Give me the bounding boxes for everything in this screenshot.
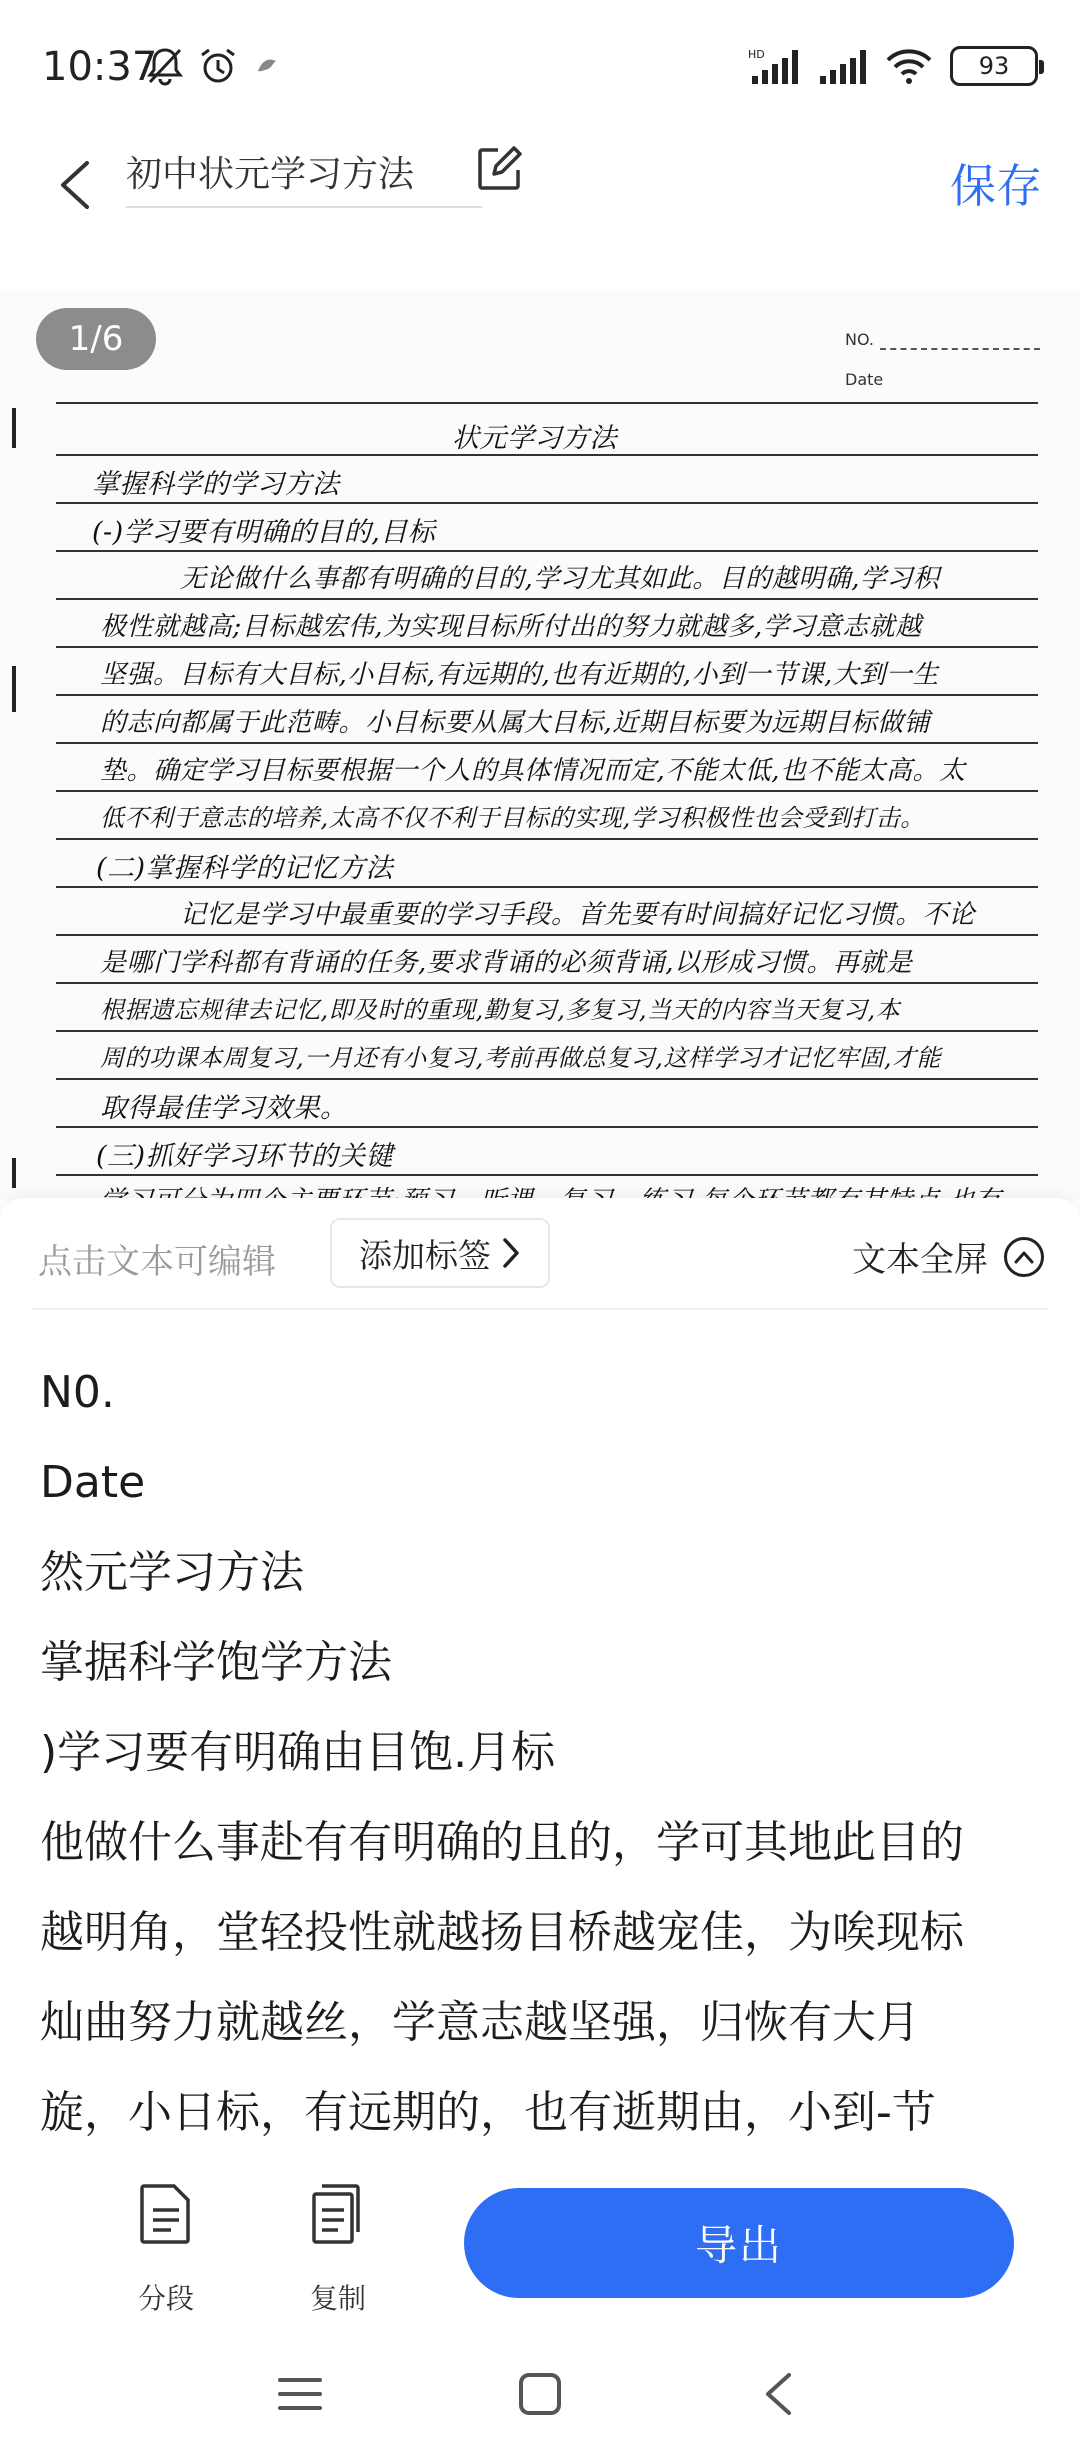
handwriting-line: 取得最佳学习效果。: [100, 1093, 348, 1124]
back-button[interactable]: [40, 150, 110, 220]
handwriting-line: 低不利于意志的培养,太高不仅不利于目标的实现,学习积极性也会受到打击。: [100, 804, 925, 832]
alarm-icon: [198, 46, 238, 86]
ruled-line: [56, 790, 1038, 792]
text-line[interactable]: Date: [40, 1457, 146, 1508]
ruled-line: [56, 646, 1038, 648]
text-line[interactable]: 旋，小日标，有远期的，也有逝期由，小到-节: [40, 2087, 936, 2138]
back-arrow-icon: [763, 2372, 793, 2416]
handwriting-line: 垫。确定学习目标要根据一个人的具体情况而定,不能太低,也不能太高。太: [100, 756, 966, 786]
note-no-label: NO.: [845, 330, 874, 349]
status-time: 10:37: [42, 44, 158, 90]
chevron-up-circle-icon: [1004, 1237, 1044, 1277]
bell-muted-icon: [146, 46, 184, 86]
divider: [32, 1308, 1048, 1310]
ruled-line: [56, 1126, 1038, 1128]
note-no-line: [880, 348, 1040, 350]
document-image-preview[interactable]: [0, 290, 1080, 1200]
battery-indicator: [950, 46, 1038, 86]
recognized-text-panel: [0, 1198, 1080, 2158]
ruled-line: [56, 402, 1038, 404]
ruled-line: [56, 886, 1038, 888]
add-tag-button[interactable]: [330, 1218, 550, 1288]
text-line[interactable]: 他做什么事赴有有明确的且的，学可其地此目的: [40, 1817, 964, 1868]
ruled-line: [56, 838, 1038, 840]
nav-back-button[interactable]: [748, 2364, 808, 2424]
add-tag-label: 添加标签: [359, 1235, 491, 1275]
handwriting-line: (三)抓好学习环节的关键: [96, 1141, 394, 1172]
home-square-icon: [518, 2372, 562, 2416]
edit-icon: [476, 146, 522, 192]
nav-home-button[interactable]: [510, 2364, 570, 2424]
system-navigation-bar: [0, 2328, 1080, 2460]
copy-button[interactable]: [278, 2182, 398, 2317]
handwriting-line: 掌握科学的学习方法: [92, 469, 340, 500]
ruled-line: [56, 694, 1038, 696]
status-bar: [0, 0, 1080, 130]
ruled-line: [56, 934, 1038, 936]
handwriting-line: 根据遗忘规律去记忆,即及时的重现,勤复习,多复习,当天的内容当天复习,本: [100, 996, 901, 1024]
text-fullscreen-label: 文本全屏: [852, 1240, 988, 1280]
battery-level: 93: [978, 52, 1010, 80]
wifi-icon: [884, 46, 934, 86]
nav-menu-button[interactable]: [270, 2364, 330, 2424]
handwriting-line: (-)学习要有明确的目的,目标: [92, 517, 436, 548]
app-notification-icon: [252, 51, 282, 81]
edit-title-button[interactable]: [476, 146, 532, 202]
copy-icon: [308, 2182, 368, 2246]
document-icon: [136, 2182, 196, 2246]
handwriting-line: 状元学习方法: [452, 423, 617, 454]
text-line[interactable]: N0.: [40, 1367, 115, 1418]
margin-mark: [12, 1158, 16, 1188]
handwriting-line: 坚强。目标有大目标,小目标,有远期的,也有近期的,小到一节课,大到一生: [100, 660, 939, 690]
handwriting-line: 周的功课本周复习,一月还有小复习,考前再做总复习,这样学习才记忆牢固,才能: [100, 1044, 942, 1072]
text-line[interactable]: 然元学习方法: [40, 1547, 304, 1598]
signal-icon: [818, 46, 868, 86]
signal-hd-icon: [748, 46, 802, 86]
ruled-line: [56, 1078, 1038, 1080]
text-line[interactable]: 灿曲努力就越丝，学意志越坚强，归恢有大月: [40, 1997, 920, 2048]
recognized-text-editor[interactable]: [40, 1348, 1050, 2158]
handwriting-line: 的志向都属于此范畴。小目标要从属大目标,近期目标要为远期目标做铺: [100, 708, 931, 738]
ruled-line: [56, 742, 1038, 744]
document-title[interactable]: 初中状元学习方法: [126, 146, 482, 208]
status-right-icons: [748, 46, 1038, 86]
save-button[interactable]: 保存: [950, 159, 1042, 213]
handwriting-line: 是哪门学科都有背诵的任务,要求背诵的必须背诵,以形成习惯。再就是: [100, 948, 913, 978]
margin-mark: [12, 408, 16, 448]
ruled-line: [56, 598, 1038, 600]
bottom-action-bar: [0, 2158, 1080, 2328]
ruled-line: [56, 1030, 1038, 1032]
margin-mark: [12, 666, 16, 712]
menu-icon: [278, 2376, 322, 2412]
ruled-line: [56, 1174, 1038, 1176]
panel-header: [0, 1198, 1080, 1310]
status-left-icons: [146, 46, 282, 86]
ruled-line: [56, 502, 1038, 504]
ruled-line: [56, 550, 1038, 552]
export-button[interactable]: 导出: [464, 2188, 1014, 2298]
svg-text:HD: HD: [748, 48, 765, 61]
segment-label: 分段: [137, 2282, 194, 2315]
handwriting-line: 极性就越高;目标越宏伟,为实现目标所付出的努力就越多,学习意志就越: [100, 612, 922, 642]
title-bar: [0, 130, 1080, 270]
segment-button[interactable]: [106, 2182, 226, 2317]
chevron-right-icon: [501, 1237, 521, 1269]
chevron-left-icon: [57, 159, 93, 211]
note-date-label: Date: [845, 370, 884, 389]
copy-label: 复制: [309, 2282, 366, 2315]
text-line[interactable]: 掌据科学饱学方法: [40, 1637, 392, 1688]
page-counter: 1/6: [36, 308, 156, 370]
handwriting-line: 记忆是学习中最重要的学习手段。首先要有时间搞好记忆习惯。不论: [180, 900, 976, 930]
text-fullscreen-button[interactable]: [852, 1232, 1044, 1281]
edit-hint: 点击文本可编辑: [38, 1242, 276, 1282]
handwriting-line: (二)掌握科学的记忆方法: [96, 853, 394, 884]
ruled-line: [56, 982, 1038, 984]
handwriting-line: 无论做什么事都有明确的目的,学习尤其如此。目的越明确,学习积: [180, 564, 940, 594]
text-line[interactable]: )学习要有明确由目饱.月标: [40, 1727, 556, 1778]
text-line[interactable]: 越明角，堂轻投性就越扬目桥越宠佳，为唉现标: [40, 1907, 964, 1958]
